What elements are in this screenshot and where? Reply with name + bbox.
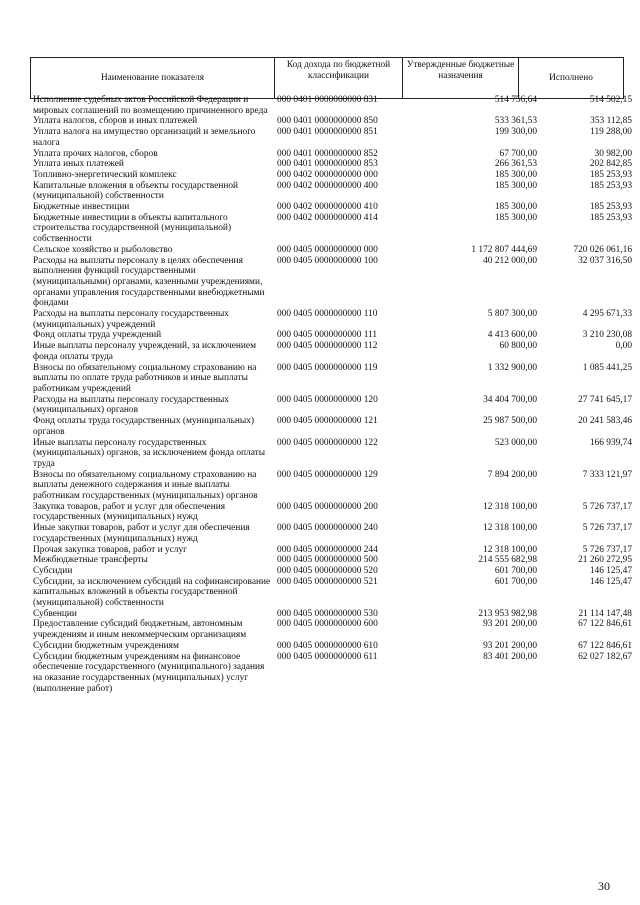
table-row <box>33 309 640 330</box>
row-executed: 202 842,85 <box>589 159 632 170</box>
table-header <box>30 57 624 99</box>
header-approved: Утвержденные бюджетные назначения <box>403 58 519 98</box>
row-approved: 185 300,00 <box>494 202 537 213</box>
row-code: 000 0402 0000000000 000 <box>277 169 378 180</box>
table-row <box>33 395 640 416</box>
row-approved: 533 361,53 <box>494 116 537 127</box>
row-executed: 185 253,93 <box>589 180 632 191</box>
row-executed: 3 210 230,08 <box>582 330 632 341</box>
row-code: 000 0405 0000000000 121 <box>277 416 378 427</box>
row-name: Капитальные вложения в объекты государственной (муниципальной) собственности <box>33 180 239 202</box>
row-code: 000 0402 0000000000 410 <box>277 202 378 213</box>
row-code: 000 0401 0000000000 852 <box>277 148 378 159</box>
row-approved: 1 332 900,00 <box>487 362 537 373</box>
row-name: Уплата налога на имущество организаций и земельного налога <box>33 127 256 148</box>
row-code: 000 0405 0000000000 611 <box>277 651 378 662</box>
row-approved: 214 555 682,98 <box>478 555 537 566</box>
table-row <box>33 127 640 148</box>
row-code: 000 0402 0000000000 400 <box>277 180 378 191</box>
row-approved: 185 300,00 <box>494 180 537 191</box>
row-name: Субсидии бюджетным учреждениям <box>33 640 179 651</box>
table-row <box>33 555 640 566</box>
row-executed: 32 037 316,50 <box>578 255 632 266</box>
table-row <box>33 609 640 620</box>
table-row <box>33 181 640 202</box>
row-code: 000 0405 0000000000 110 <box>277 309 378 320</box>
table-row <box>33 652 640 695</box>
row-approved: 12 318 100,00 <box>483 523 537 534</box>
row-executed: 185 253,93 <box>589 202 632 213</box>
row-approved: 5 807 300,00 <box>487 309 537 320</box>
row-name: Исполнение судебных актов Российской Федерации и мировых соглашений по возмещению причиненного вреда <box>33 95 268 116</box>
row-code: 000 0405 0000000000 530 <box>277 608 378 619</box>
table-row <box>33 330 640 341</box>
row-executed: 21 114 147,48 <box>578 608 632 619</box>
row-code: 000 0405 0000000000 129 <box>277 469 378 480</box>
row-approved: 93 201 200,00 <box>483 619 537 630</box>
table-body <box>33 95 640 694</box>
row-code: 000 0401 0000000000 831 <box>277 95 378 105</box>
row-code: 000 0405 0000000000 500 <box>277 555 378 566</box>
row-name: Иные выплаты персоналу учреждений, за исключением фонда оплаты труда <box>33 341 257 362</box>
row-executed: 720 026 061,16 <box>573 244 632 255</box>
row-name: Фонд оплаты труда государственных (муниципальных) органов <box>33 416 255 437</box>
row-code: 000 0405 0000000000 244 <box>277 544 378 555</box>
table-row <box>33 170 640 181</box>
table-row <box>33 363 640 395</box>
row-code: 000 0405 0000000000 119 <box>277 362 378 373</box>
table-row <box>33 566 640 577</box>
row-name: Уплата налогов, сборов и иных платежей <box>33 116 198 127</box>
row-code: 000 0405 0000000000 200 <box>277 501 378 512</box>
row-name: Бюджетные инвестиции в объекты капитального строительства государственной (муниципальной) собственности <box>33 212 232 245</box>
row-code: 000 0401 0000000000 850 <box>277 116 378 127</box>
table-row <box>33 202 640 213</box>
table-row <box>33 341 640 362</box>
row-approved: 1 172 807 444,69 <box>471 244 537 255</box>
row-name: Закупка товаров, работ и услуг для обеспечения государственных (муниципальных) нужд <box>33 501 226 523</box>
table-row <box>33 438 640 470</box>
row-executed: 1 085 441,25 <box>582 362 632 373</box>
row-approved: 93 201 200,00 <box>483 640 537 651</box>
table-row <box>33 502 640 523</box>
row-executed: 514 502,15 <box>589 95 632 105</box>
row-name: Уплата иных платежей <box>33 159 124 170</box>
row-name: Межбюджетные трансферты <box>33 555 148 566</box>
row-name: Прочая закупка товаров, работ и услуг <box>33 544 187 555</box>
row-approved: 601 700,00 <box>494 576 537 587</box>
row-code: 000 0405 0000000000 100 <box>277 255 378 266</box>
table-row <box>33 159 640 170</box>
row-code: 000 0405 0000000000 111 <box>277 330 378 341</box>
row-code: 000 0405 0000000000 120 <box>277 394 378 405</box>
row-executed: 67 122 846,61 <box>578 619 632 630</box>
row-executed: 353 112,85 <box>590 116 632 127</box>
row-executed: 185 253,93 <box>589 169 632 180</box>
row-code: 000 0405 0000000000 600 <box>277 619 378 630</box>
row-executed: 185 253,93 <box>589 212 632 223</box>
row-code: 000 0405 0000000000 610 <box>277 640 378 651</box>
row-approved: 185 300,00 <box>494 169 537 180</box>
row-name: Фонд оплаты труда учреждений <box>33 330 162 341</box>
row-executed: 146 125,47 <box>589 565 632 576</box>
row-approved: 185 300,00 <box>494 212 537 223</box>
header-code: Код дохода по бюджетной классификации <box>275 58 403 98</box>
row-executed: 119 288,00 <box>590 127 632 138</box>
row-name: Предоставление субсидий бюджетным, автономным учреждениям и иным некоммерческим организациям <box>33 619 247 641</box>
row-name: Расходы на выплаты персоналу в целях обеспечения выполнения функций государственными (муниципальными) органами, казенными учреждениями, органами управления государственными внебюджетными фондами <box>33 255 265 309</box>
table-row <box>33 577 640 609</box>
row-name: Сельское хозяйство и рыболовство <box>33 244 173 255</box>
row-name: Уплата прочих налогов, сборов <box>33 148 158 159</box>
page-number: 30 <box>598 879 610 893</box>
row-name: Взносы по обязательному социальному страхованию на выплаты денежного содержания и иные выплаты работникам государственных (муниципальных) органов <box>33 469 258 502</box>
row-code: 000 0402 0000000000 414 <box>277 212 378 223</box>
row-approved: 83 401 200,00 <box>483 651 537 662</box>
row-executed: 7 333 121,97 <box>582 469 632 480</box>
row-approved: 4 413 600,00 <box>487 330 537 341</box>
table-row <box>33 213 640 245</box>
row-approved: 67 700,00 <box>499 148 537 159</box>
table-row <box>33 523 640 544</box>
row-name: Иные выплаты персоналу государственных (муниципальных) органов, за исключением фонда оплаты труда <box>33 437 266 469</box>
row-executed: 0,00 <box>615 341 632 352</box>
row-executed: 30 982,00 <box>594 148 632 159</box>
row-executed: 5 726 737,17 <box>582 544 632 555</box>
row-executed: 5 726 737,17 <box>582 501 632 512</box>
row-code: 000 0405 0000000000 112 <box>277 341 378 352</box>
row-executed: 62 027 182,67 <box>578 651 632 662</box>
row-approved: 199 300,00 <box>494 127 537 138</box>
row-approved: 12 318 100,00 <box>483 501 537 512</box>
row-executed: 21 260 272,95 <box>578 555 632 566</box>
table-row <box>33 245 640 256</box>
table-row <box>33 95 640 116</box>
row-code: 000 0405 0000000000 000 <box>277 244 378 255</box>
row-approved: 514 756,64 <box>494 95 537 105</box>
header-name: Наименование показателя <box>31 58 275 98</box>
table-row <box>33 619 640 640</box>
row-executed: 166 939,74 <box>589 437 632 448</box>
row-name: Расходы на выплаты персоналу государственных (муниципальных) органов <box>33 394 229 416</box>
row-name: Бюджетные инвестиции <box>33 202 130 213</box>
row-code: 000 0405 0000000000 122 <box>277 437 378 448</box>
row-name: Субвенции <box>33 608 77 619</box>
table-row <box>33 416 640 437</box>
row-name: Топливно-энергетический комплекс <box>33 169 177 180</box>
table-row <box>33 116 640 127</box>
row-approved: 34 404 700,00 <box>483 394 537 405</box>
row-approved: 40 212 000,00 <box>483 255 537 266</box>
header-executed: Исполнено <box>549 72 593 83</box>
row-executed: 4 295 671,33 <box>582 309 632 320</box>
row-name: Расходы на выплаты персоналу государственных (муниципальных) учреждений <box>33 309 229 330</box>
row-code: 000 0405 0000000000 240 <box>277 523 378 534</box>
row-code: 000 0405 0000000000 521 <box>277 576 378 587</box>
row-executed: 5 726 737,17 <box>582 523 632 534</box>
row-approved: 60 800,00 <box>499 341 537 352</box>
row-name: Взносы по обязательному социальному страхованию на выплаты по оплате труда работников и иные выплаты работникам учреждений <box>33 362 257 394</box>
row-name: Субсидии <box>33 565 73 576</box>
row-executed: 20 241 583,46 <box>578 416 632 427</box>
row-name: Иные закупки товаров, работ и услуг для обеспечения государственных (муниципальных) нужд <box>33 523 250 544</box>
row-approved: 7 894 200,00 <box>487 469 537 480</box>
table-row <box>33 545 640 556</box>
table-row <box>33 256 640 310</box>
row-approved: 523 000,00 <box>494 437 537 448</box>
row-approved: 25 987 500,00 <box>483 416 537 427</box>
row-executed: 27 741 645,17 <box>578 394 632 405</box>
row-approved: 213 953 982,98 <box>478 608 537 619</box>
row-name: Субсидии, за исключением субсидий на софинансирование капитальных вложений в объекты государственной (муниципальной) собственности <box>33 576 271 609</box>
row-approved: 12 318 100,00 <box>483 544 537 555</box>
row-code: 000 0401 0000000000 851 <box>277 127 378 138</box>
row-approved: 266 361,53 <box>494 159 537 170</box>
row-executed: 146 125,47 <box>589 576 632 587</box>
table-row <box>33 641 640 652</box>
row-code: 000 0401 0000000000 853 <box>277 159 378 170</box>
row-code: 000 0405 0000000000 520 <box>277 565 378 576</box>
row-executed: 67 122 846,61 <box>578 640 632 651</box>
row-name: Субсидии бюджетным учреждениям на финансовое обеспечение государственного (муниципального) задания на оказание государственных (муниципальных) услуг (выполнение работ) <box>33 651 265 694</box>
table-row <box>33 149 640 160</box>
table-row <box>33 470 640 502</box>
row-approved: 601 700,00 <box>494 565 537 576</box>
